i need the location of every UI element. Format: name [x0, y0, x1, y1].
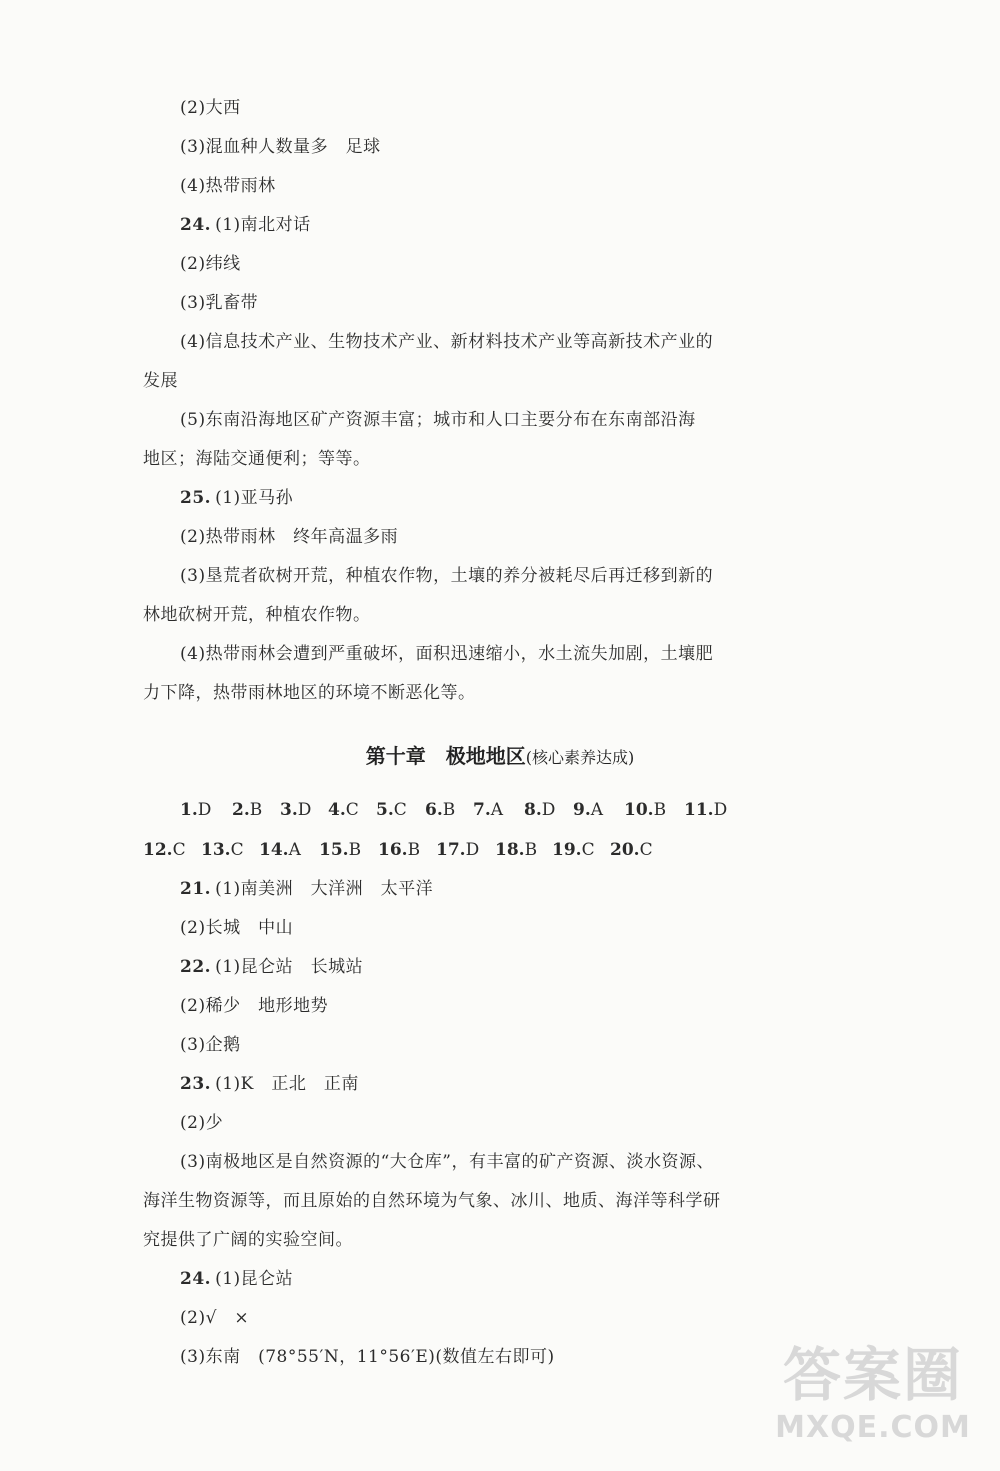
chapter-title: 第十章 极地地区 — [365, 744, 526, 768]
answer-line: (3)乳畜带 — [180, 293, 259, 313]
answer-line: (3)企鹅 — [180, 1035, 241, 1055]
answer-line: (2)纬线 — [180, 254, 241, 274]
chapter-subtitle: (核心素养达成) — [525, 748, 635, 767]
mc-item: 1.D — [180, 800, 212, 820]
answer-line: (2)热带雨林 终年高温多雨 — [180, 527, 399, 547]
answer-line: (3)南极地区是自然资源的“大仓库”，有丰富的矿产资源、淡水资源、 — [180, 1152, 714, 1172]
watermark-url: MXQE.COM — [775, 1410, 971, 1445]
answer-line: (4)信息技术产业、生物技术产业、新材料技术产业等高新技术产业的 — [180, 332, 714, 352]
answer-line: (2)长城 中山 — [180, 918, 294, 938]
mc-item: 12.C — [143, 840, 186, 860]
answer-line: 地区；海陆交通便利；等等。 — [143, 449, 371, 469]
answer-line: 22. (1)昆仑站 长城站 — [180, 957, 364, 977]
answer-line: 林地砍树开荒，种植农作物。 — [143, 605, 371, 625]
answer-line: (4)热带雨林会遭到严重破坏，面积迅速缩小，水土流失加剧，土壤肥 — [180, 644, 714, 664]
answer-line: (3)垦荒者砍树开荒，种植农作物，土壤的养分被耗尽后再迁移到新的 — [180, 566, 714, 586]
mc-item: 15.B — [319, 840, 362, 860]
mc-item: 18.B — [495, 840, 538, 860]
answer-line: 24. (1)南北对话 — [180, 215, 311, 235]
chapter-heading — [0, 740, 1000, 769]
mc-item: 19.C — [552, 840, 595, 860]
answer-line: (2)稀少 地形地势 — [180, 996, 329, 1016]
answer-line: 力下降，热带雨林地区的环境不断恶化等。 — [143, 683, 476, 703]
answer-line: 21. (1)南美洲 大洋洲 太平洋 — [180, 879, 434, 899]
mc-item: 7.A — [473, 800, 504, 820]
answer-line: (2)√ × — [180, 1308, 250, 1328]
answer-line: 发展 — [143, 371, 178, 391]
answer-line: 23. (1)K 正北 正南 — [180, 1074, 359, 1094]
mc-item: 6.B — [425, 800, 456, 820]
answer-line: (2)少 — [180, 1113, 224, 1133]
answer-line: (2)大西 — [180, 98, 241, 118]
mc-item: 5.C — [376, 800, 407, 820]
mc-item: 8.D — [524, 800, 556, 820]
answer-line: 24. (1)昆仑站 — [180, 1269, 294, 1289]
answer-line: 25. (1)亚马孙 — [180, 488, 294, 508]
watermark — [768, 1339, 978, 1459]
mc-item: 9.A — [573, 800, 604, 820]
answer-line: 海洋生物资源等，而且原始的自然环境为气象、冰川、地质、海洋等科学研 — [143, 1191, 721, 1211]
mc-item: 2.B — [232, 800, 263, 820]
answer-line: 究提供了广阔的实验空间。 — [143, 1230, 353, 1250]
mc-item: 10.B — [624, 800, 667, 820]
mc-item: 3.D — [280, 800, 312, 820]
watermark-logo: 答案圈 — [782, 1341, 963, 1409]
mc-item: 17.D — [436, 840, 480, 860]
answer-line: (4)热带雨林 — [180, 176, 276, 196]
answer-line: (3)东南 (78°55′N，11°56′E)(数值左右即可) — [180, 1347, 555, 1367]
mc-item: 14.A — [259, 840, 301, 860]
mc-item: 20.C — [610, 840, 653, 860]
mc-item: 13.C — [201, 840, 244, 860]
answer-line: (5)东南沿海地区矿产资源丰富；城市和人口主要分布在东南部沿海 — [180, 410, 696, 430]
mc-item: 4.C — [328, 800, 359, 820]
mc-item: 16.B — [378, 840, 421, 860]
mc-item: 11.D — [684, 800, 728, 820]
answer-line: (3)混血种人数量多 足球 — [180, 137, 381, 157]
